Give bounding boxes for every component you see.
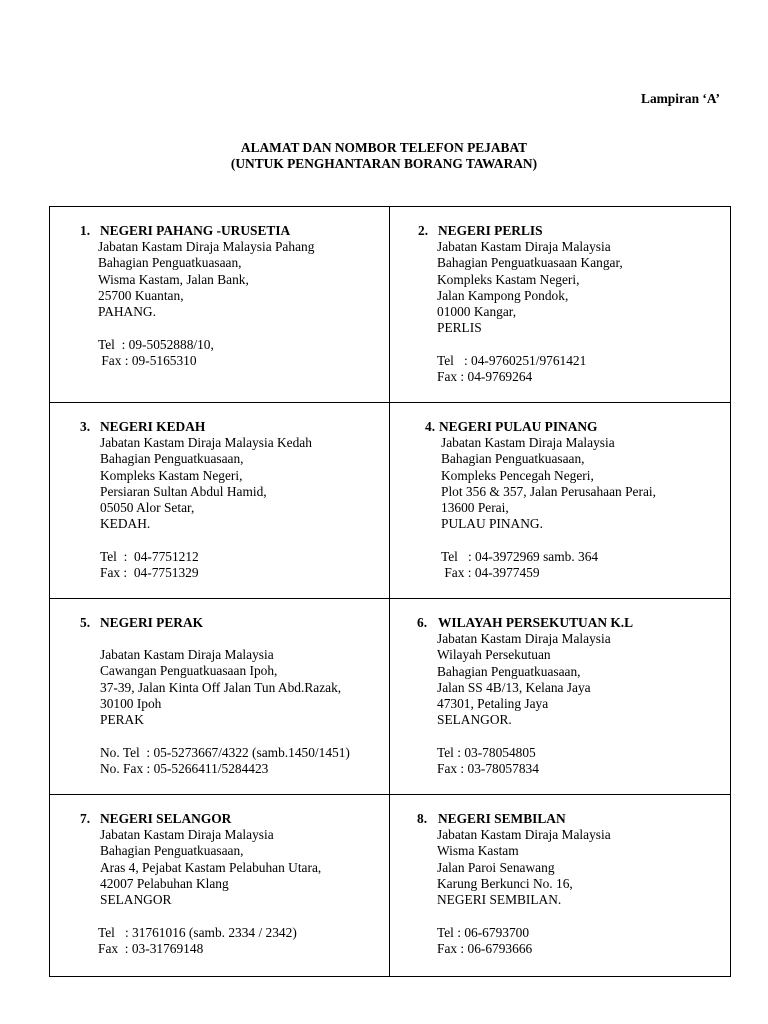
- office-fax: Fax : 09-5165310: [98, 353, 197, 369]
- office-contact: [437, 925, 532, 958]
- office-tel: Tel : 04-9760251/9761421: [437, 353, 587, 369]
- office-tel: Tel : 04-3972969 samb. 364: [441, 549, 599, 565]
- office-details: [437, 239, 623, 386]
- office-details: [100, 647, 350, 777]
- table-row: [50, 599, 731, 795]
- office-cell-1: [50, 207, 390, 403]
- office-number: 6.: [417, 615, 428, 630]
- address-line: Jalan Kampong Pondok,: [437, 287, 569, 303]
- address-line: Jabatan Kastam Diraja Malaysia Kedah: [100, 435, 312, 450]
- office-cell-4: [390, 403, 731, 599]
- office-number: 1.: [80, 223, 91, 238]
- office-name: NEGERI SELANGOR: [100, 811, 232, 826]
- office-contact: [98, 925, 297, 958]
- office-number: 4.: [425, 419, 436, 434]
- address-line: Jabatan Kastam Diraja Malaysia: [100, 647, 274, 662]
- office-cell-3: [50, 403, 390, 599]
- address-line: Plot 356 & 357, Jalan Perusahaan Perai,: [441, 483, 656, 499]
- page-title: [0, 140, 768, 173]
- office-details: [98, 239, 314, 369]
- office-heading: [80, 419, 205, 435]
- title-line-2: (UNTUK PENGHANTARAN BORANG TAWARAN): [230, 156, 538, 172]
- address-line: SELANGOR.: [437, 712, 512, 728]
- office-details: [437, 827, 611, 908]
- office-tel: Tel : 06-6793700: [437, 925, 530, 940]
- office-number: 3.: [80, 419, 91, 434]
- office-fax: Fax : 04-7751329: [100, 565, 199, 581]
- address-line: Wisma Kastam, Jalan Bank,: [98, 271, 249, 287]
- office-number: 2.: [418, 223, 429, 238]
- office-fax: Fax : 04-3977459: [441, 565, 540, 581]
- office-name: NEGERI PAHANG -URUSETIA: [100, 223, 291, 238]
- office-table: [49, 206, 731, 977]
- address-line: Bahagian Penguatkuasaan Kangar,: [437, 255, 623, 271]
- office-tel: Tel : 04-7751212: [100, 549, 199, 565]
- office-heading: [417, 615, 633, 631]
- address-line: Kompleks Pencegah Negeri,: [441, 467, 594, 483]
- office-tel: Tel : 09-5052888/10,: [98, 336, 214, 352]
- office-name: NEGERI KEDAH: [100, 419, 206, 434]
- office-tel: Tel : 31761016 (samb. 2334 / 2342): [98, 925, 297, 940]
- address-line: PERLIS: [437, 320, 482, 336]
- address-line: Kompleks Kastam Negeri,: [100, 467, 243, 483]
- office-cell-5: [50, 599, 390, 795]
- address-line: 25700 Kuantan,: [98, 287, 184, 303]
- office-fax: Fax : 03-31769148: [98, 941, 204, 957]
- address-line: 01000 Kangar,: [437, 304, 517, 320]
- office-tel: Tel : 03-78054805: [437, 745, 536, 761]
- address-line: Bahagian Penguatkuasaan,: [441, 451, 585, 467]
- address-line: Jabatan Kastam Diraja Malaysia: [437, 827, 611, 842]
- address-line: 37-39, Jalan Kinta Off Jalan Tun Abd.Razak,: [100, 679, 342, 695]
- address-line: 47301, Petaling Jaya: [437, 696, 549, 712]
- office-number: 5.: [80, 615, 91, 630]
- office-cell-8: [390, 795, 731, 977]
- office-details: [100, 827, 321, 908]
- address-line: Bahagian Penguatkuasaan,: [98, 255, 242, 271]
- office-number: 7.: [80, 811, 91, 826]
- annex-label: Lampiran ‘A’: [641, 91, 720, 106]
- office-heading: [80, 615, 203, 631]
- address-line: Kompleks Kastam Negeri,: [437, 271, 580, 287]
- table-row: [50, 207, 731, 403]
- office-fax: No. Fax : 05-5266411/5284423: [100, 761, 269, 777]
- office-heading: [417, 811, 566, 827]
- office-cell-6: [390, 599, 731, 795]
- address-line: Jabatan Kastam Diraja Malaysia: [437, 631, 611, 646]
- address-line: Jalan Paroi Senawang: [437, 859, 555, 875]
- office-details: [100, 435, 312, 582]
- office-heading: [425, 419, 597, 435]
- address-line: Bahagian Penguatkuasaan,: [437, 663, 581, 679]
- office-fax: Fax : 03-78057834: [437, 761, 539, 777]
- address-line: PERAK: [100, 712, 144, 728]
- address-line: NEGERI SEMBILAN.: [437, 892, 562, 908]
- address-line: SELANGOR: [100, 892, 172, 908]
- address-line: 42007 Pelabuhan Klang: [100, 875, 229, 891]
- address-line: Cawangan Penguatkuasaan Ipoh,: [100, 663, 278, 679]
- address-line: 30100 Ipoh: [100, 695, 162, 711]
- office-name: NEGERI PULAU PINANG: [439, 419, 598, 434]
- table-row: [50, 795, 731, 977]
- title-line-1: ALAMAT DAN NOMBOR TELEFON PEJABAT: [240, 140, 528, 155]
- office-number: 8.: [417, 811, 428, 826]
- address-line: Jabatan Kastam Diraja Malaysia: [441, 435, 615, 450]
- address-line: Wilayah Persekutuan: [437, 647, 551, 663]
- office-tel: No. Tel : 05-5273667/4322 (samb.1450/1451): [100, 744, 350, 760]
- office-name: NEGERI PERAK: [100, 615, 204, 630]
- address-line: Wisma Kastam: [437, 843, 519, 859]
- office-heading: [418, 223, 543, 239]
- office-details: [437, 631, 611, 778]
- address-line: Jabatan Kastam Diraja Malaysia: [437, 239, 611, 254]
- address-line: Jalan SS 4B/13, Kelana Jaya: [437, 679, 591, 695]
- address-line: Bahagian Penguatkuasaan,: [100, 843, 244, 859]
- address-line: Jabatan Kastam Diraja Malaysia: [100, 827, 274, 842]
- address-line: Aras 4, Pejabat Kastam Pelabuhan Utara,: [100, 859, 322, 875]
- office-cell-2: [390, 207, 731, 403]
- address-line: KEDAH.: [100, 516, 151, 532]
- office-fax: Fax : 06-6793666: [437, 941, 533, 957]
- address-line: 05050 Alor Setar,: [100, 500, 195, 516]
- office-fax: Fax : 04-9769264: [437, 369, 533, 385]
- office-details: [441, 435, 656, 582]
- address-line: Persiaran Sultan Abdul Hamid,: [100, 483, 267, 499]
- address-line: 13600 Perai,: [441, 500, 509, 516]
- address-line: PULAU PINANG.: [441, 516, 543, 532]
- table-row: [50, 403, 731, 599]
- address-line: Karung Berkunci No. 16,: [437, 875, 573, 891]
- address-line: Jabatan Kastam Diraja Malaysia Pahang: [98, 239, 315, 254]
- address-line: PAHANG.: [98, 304, 156, 320]
- office-cell-7: [50, 795, 390, 977]
- address-line: Bahagian Penguatkuasaan,: [100, 451, 244, 467]
- office-name: NEGERI SEMBILAN: [438, 811, 566, 826]
- office-heading: [80, 223, 290, 239]
- office-name: WILAYAH PERSEKUTUAN K.L: [438, 615, 634, 630]
- office-name: NEGERI PERLIS: [438, 223, 543, 238]
- office-heading: [80, 811, 231, 827]
